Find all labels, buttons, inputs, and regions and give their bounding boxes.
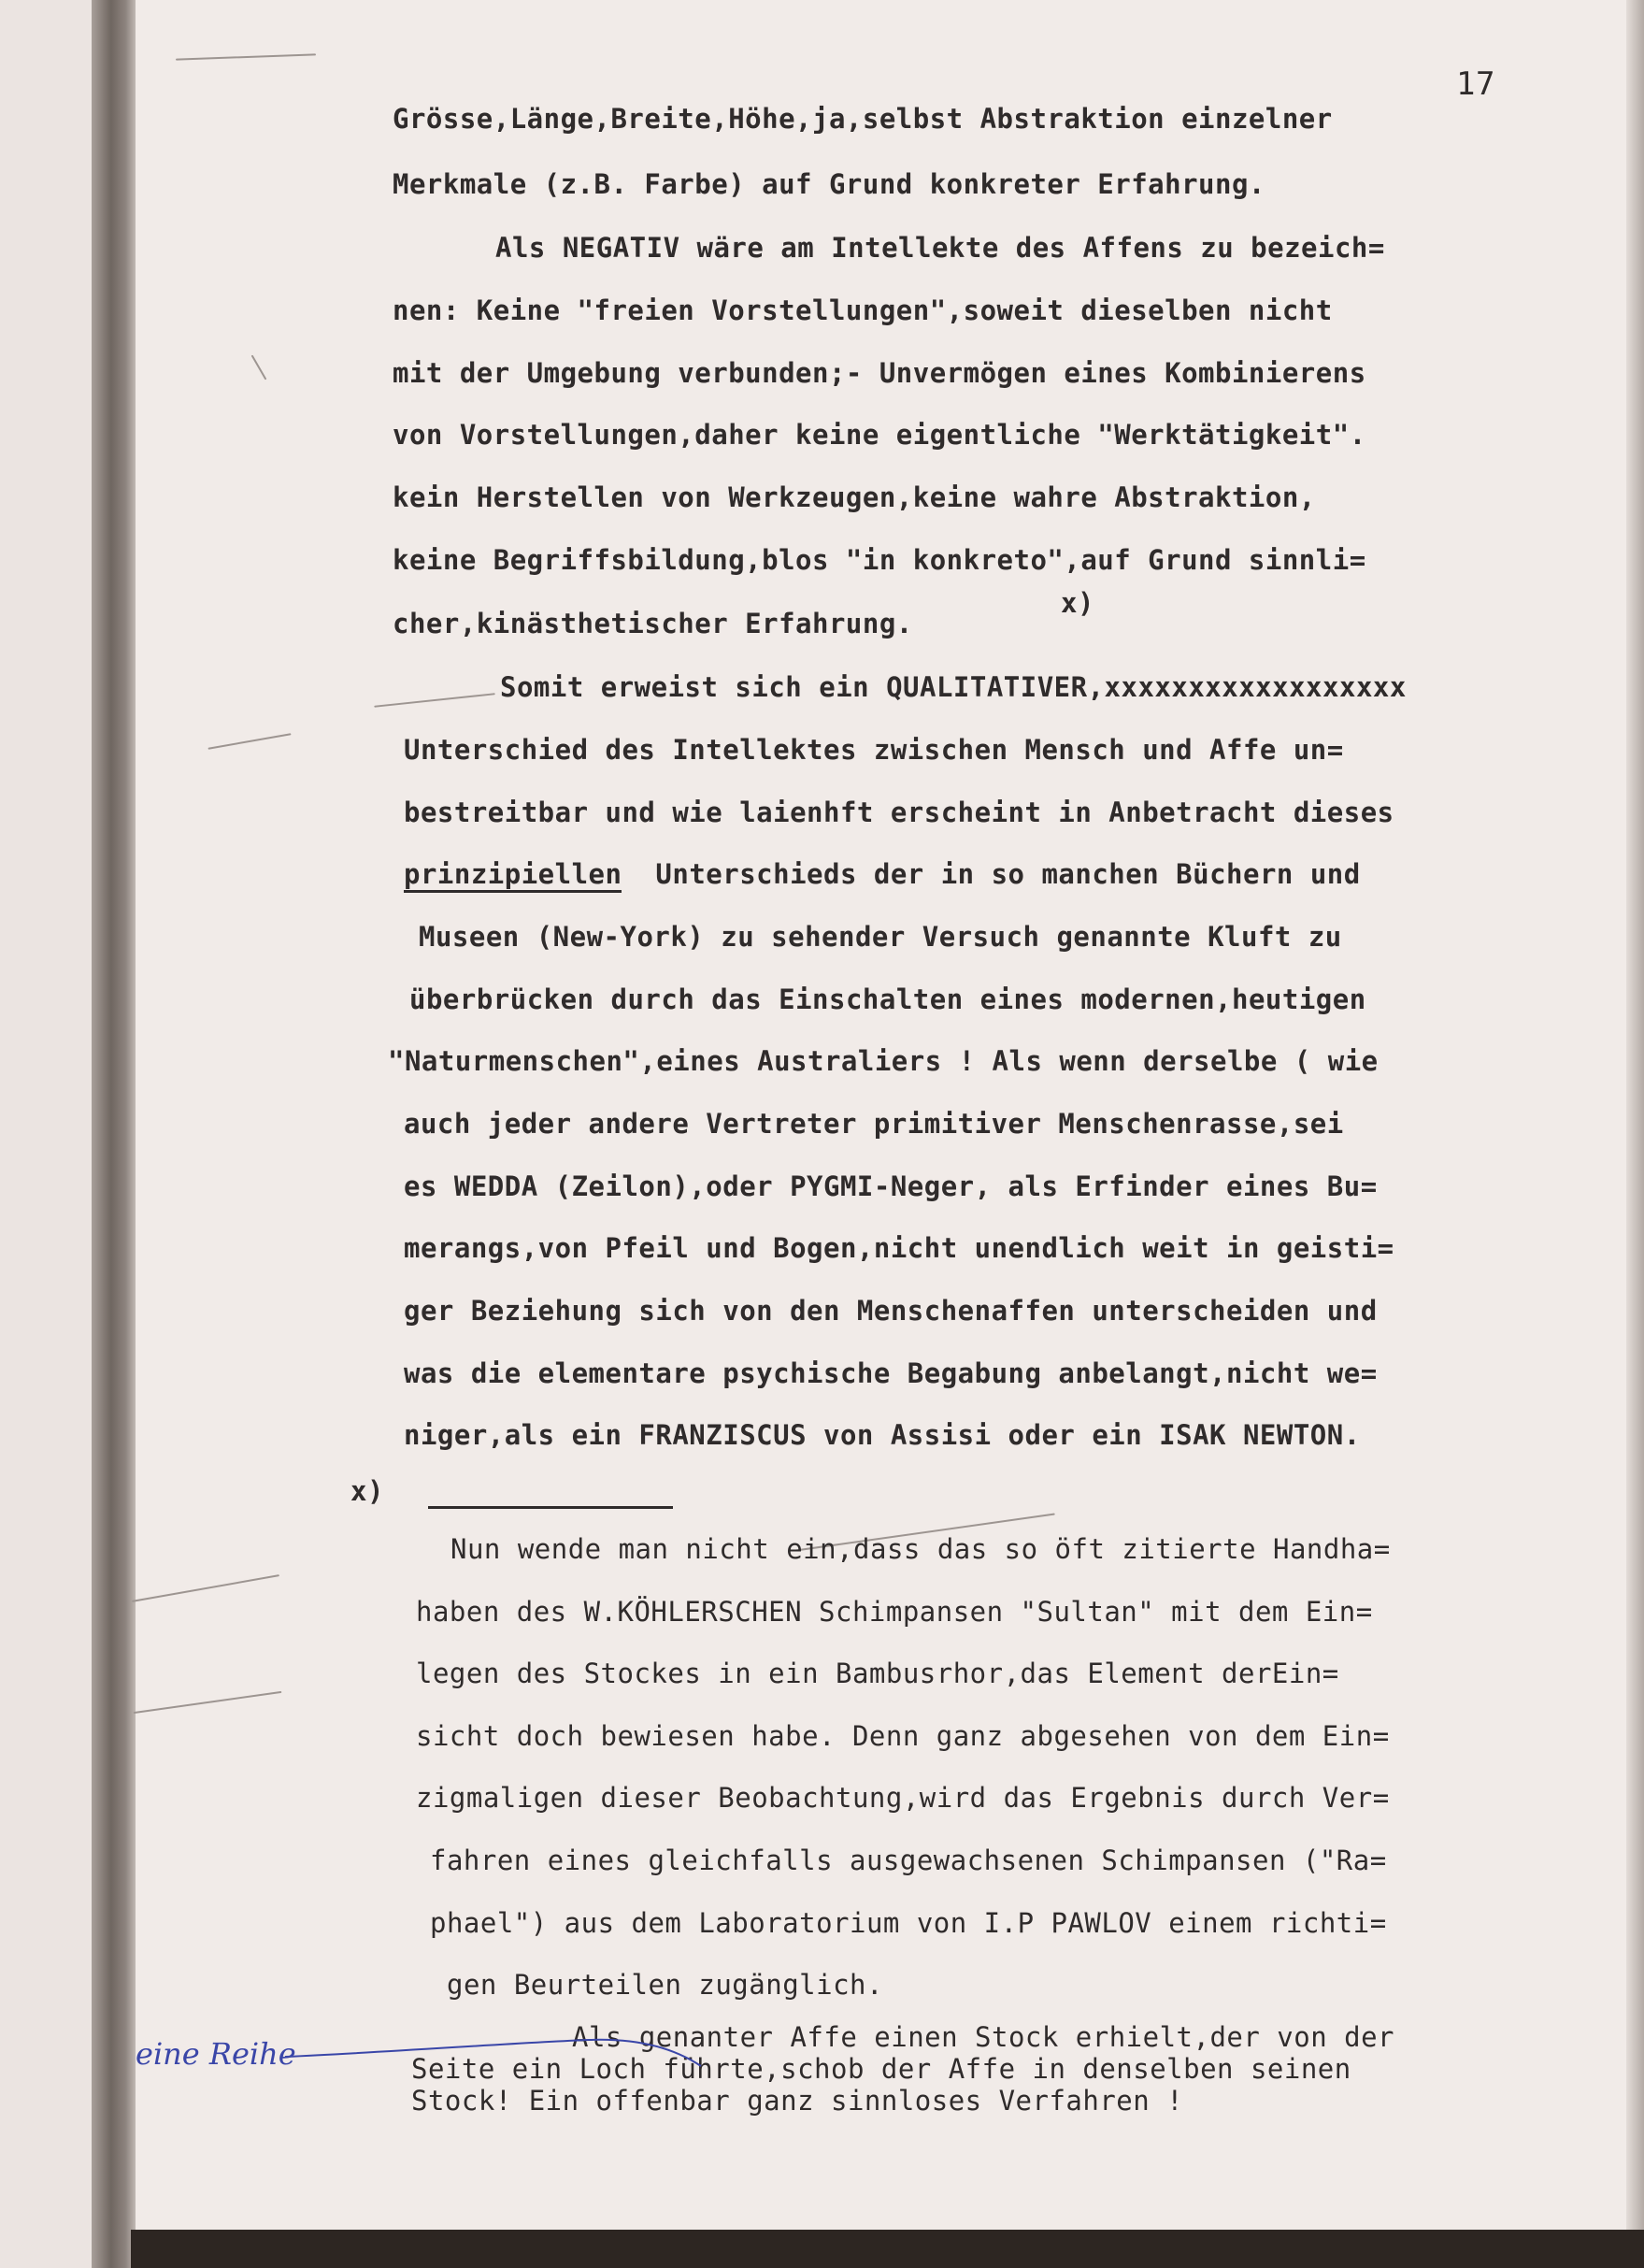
text-line: nen: Keine "freien Vorstellungen",soweit dieselben nicht bbox=[393, 294, 1333, 326]
handwritten-note: eine Reihe bbox=[136, 2036, 296, 2072]
text-line: mit der Umgebung verbunden;- Unvermögen eines Kombinierens bbox=[393, 357, 1366, 389]
footnote-line: sicht doch bewiesen habe. Denn ganz abgesehen von dem Ein= bbox=[416, 1720, 1390, 1752]
footnote-marker: x) bbox=[350, 1475, 384, 1507]
left-page-edge bbox=[0, 0, 105, 2268]
footnote-line: haben des W.KÖHLERSCHEN Schimpansen "Sultan" mit dem Ein= bbox=[416, 1596, 1373, 1628]
text-line: ger Beziehung sich von den Menschenaffen unterscheiden und bbox=[404, 1295, 1378, 1327]
text-line: Als NEGATIV wäre am Intellekte des Affens zu bezeich= bbox=[495, 232, 1385, 264]
footnote-line: phael") aus dem Laboratorium von I.P PAWLOV einem richti= bbox=[430, 1907, 1387, 1939]
footnote-line: Seite ein Loch führte,schob der Affe in denselben seinen bbox=[411, 2053, 1351, 2085]
footnote-line: legen des Stockes in ein Bambusrhor,das Element derEin= bbox=[416, 1658, 1339, 1689]
footnote-marker: x) bbox=[1061, 587, 1094, 619]
text-line: Grösse,Länge,Breite,Höhe,ja,selbst Abstraktion einzelner bbox=[393, 103, 1333, 135]
binding-fold bbox=[92, 0, 140, 2268]
text-line: cher,kinästhetischer Erfahrung. bbox=[393, 608, 913, 639]
footnote-line: Stock! Ein offenbar ganz sinnloses Verfahren ! bbox=[411, 2085, 1184, 2117]
text-line bbox=[404, 858, 1361, 890]
footnote-line: gen Beurteilen zugänglich. bbox=[447, 1969, 883, 2001]
text-line: Merkmale (z.B. Farbe) auf Grund konkreter Erfahrung. bbox=[393, 168, 1265, 200]
text-line: keine Begriffsbildung,blos "in konkreto",auf Grund sinnli= bbox=[393, 544, 1366, 576]
text-line: Unterschied des Intellektes zwischen Mensch und Affe un= bbox=[404, 734, 1344, 766]
footnote-line: Als genanter Affe einen Stock erhielt,der von der bbox=[572, 2021, 1395, 2053]
footnote-line: fahren eines gleichfalls ausgewachsenen Schimpansen ("Ra= bbox=[430, 1845, 1387, 1876]
text-line: was die elementare psychische Begabung anbelangt,nicht we= bbox=[404, 1357, 1378, 1389]
text-line: bestreitbar und wie laienhft erscheint in Anbetracht dieses bbox=[404, 797, 1394, 828]
footnote-line: Nun wende man nicht ein,dass das so öft zitierte Handha= bbox=[450, 1533, 1391, 1565]
text-line: "Naturmenschen",eines Australiers ! Als wenn derselbe ( wie bbox=[388, 1045, 1379, 1077]
text-line: kein Herstellen von Werkzeugen,keine wahre Abstraktion, bbox=[393, 481, 1316, 513]
footnote-rule bbox=[428, 1506, 673, 1509]
page-number: 17 bbox=[1456, 65, 1495, 103]
page-right-edge bbox=[1626, 0, 1644, 2230]
text-line: merangs,von Pfeil und Bogen,nicht unendlich weit in geisti= bbox=[404, 1232, 1394, 1264]
struck-text: xxxxxxxxxxxxxxxxxx bbox=[1104, 671, 1407, 703]
text-line: niger,als ein FRANZISCUS von Assisi oder ein ISAK NEWTON. bbox=[404, 1419, 1361, 1451]
text-segment: Somit erweist sich ein QUALITATIVER, bbox=[500, 671, 1105, 703]
text-line: Museen (New-York) zu sehender Versuch genannte Kluft zu bbox=[419, 921, 1342, 953]
ink-underline-stroke bbox=[280, 2029, 720, 2085]
underlined-word: prinzipiellen bbox=[404, 858, 622, 893]
text-line bbox=[500, 671, 1407, 703]
desk-background bbox=[131, 2230, 1644, 2268]
text-segment: Unterschieds der in so manchen Büchern und bbox=[655, 858, 1361, 890]
text-line: von Vorstellungen,daher keine eigentliche "Werktätigkeit". bbox=[393, 419, 1366, 451]
text-line: auch jeder andere Vertreter primitiver Menschenrasse,sei bbox=[404, 1108, 1344, 1140]
footnote-line: zigmaligen dieser Beobachtung,wird das Ergebnis durch Ver= bbox=[416, 1782, 1390, 1814]
text-line: es WEDDA (Zeilon),oder PYGMI-Neger, als Erfinder eines Bu= bbox=[404, 1170, 1378, 1202]
text-line: überbrücken durch das Einschalten eines modernen,heutigen bbox=[409, 983, 1366, 1015]
